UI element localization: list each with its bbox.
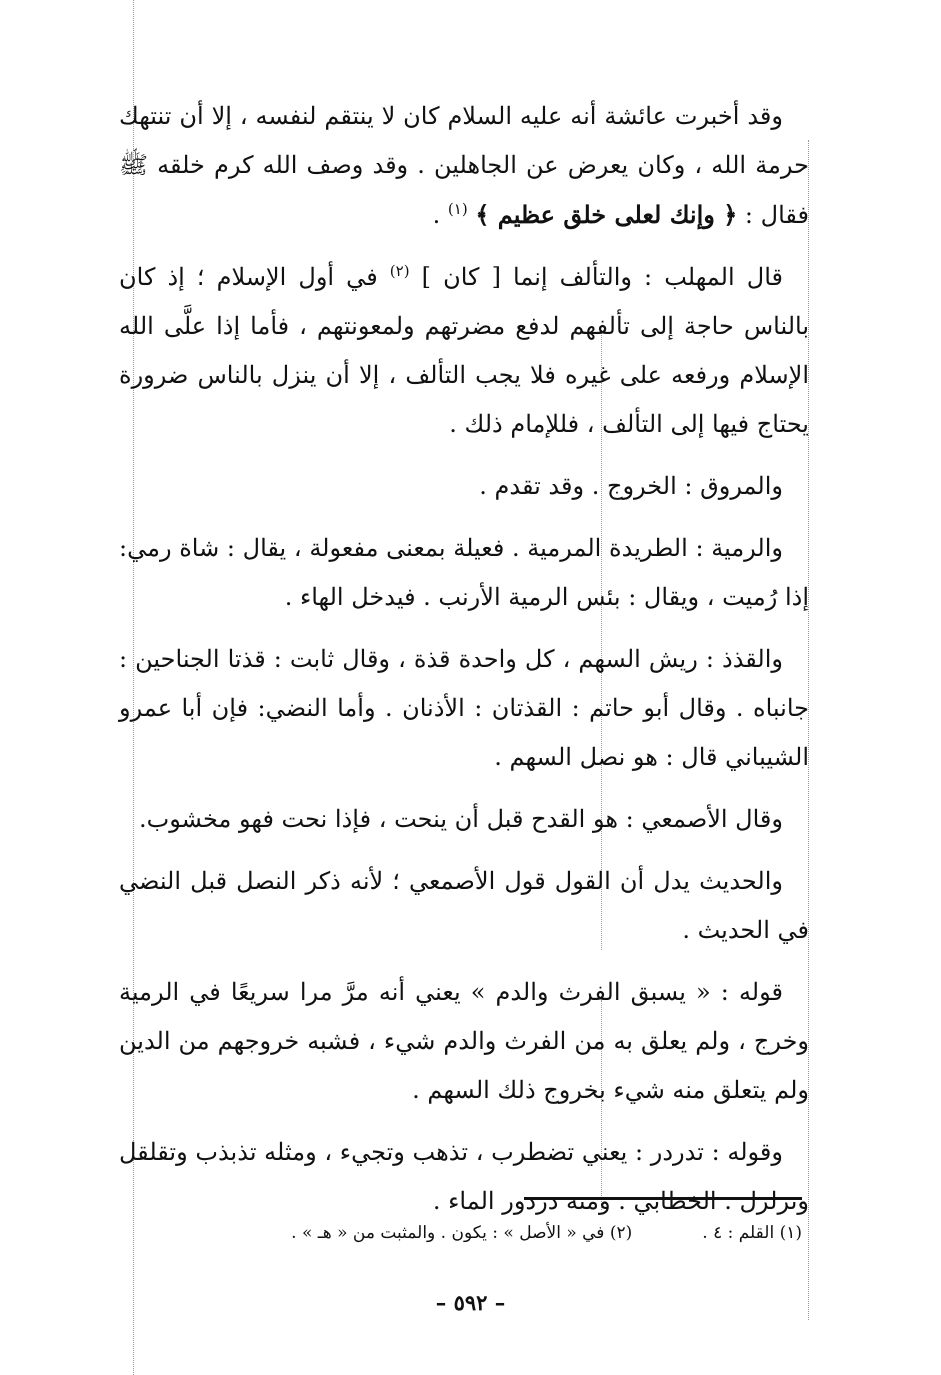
quran-verse: ﴿ وإنك لعلى خلق عظيم ﴾	[475, 200, 738, 229]
footnote-marker-2: (٢)	[389, 262, 410, 280]
footnote-1: (١) القلم : ٤ .	[702, 1223, 802, 1243]
paragraph-2-rest: في أول الإسلام ؛ إذ كان بالناس حاجة إلى تألفهم لدفع مضرتهم ولمعونتهم ، فأما إذا علَّى الله الإسلام ورفعه على غيره فلا يجب التألف ، إلا أن ينزل بالناس ضرورة يحتاج فيها إلى التألف ، فللإمام ذلك .	[119, 263, 809, 438]
paragraph-2-start: قال المهلب : والتألف إنما [ كان ]	[409, 263, 783, 291]
paragraph-8: قوله : « يسبق الفرث والدم » يعني أنه مرَّ مرا سريعًا في الرمية وخرج ، ولم يعلق به من الفرث والدم شيء ، فشبه خروجهم من الدين ولم يتعلق منه شيء بخروج ذلك السهم .	[119, 978, 809, 1104]
paragraph-1-text: وقد أخبرت عائشة أنه عليه السلام كان لا ينتقم لنفسه ، إلا أن تنتهك حرمة الله ، وكان يعرض عن الجاهلين . وقد وصف الله كرم خلقه ﷺ فقال :	[119, 102, 809, 229]
footnote-2: (٢) في « الأصل » : يكون . والمثبت من « هـ » .	[291, 1223, 633, 1243]
footnote-marker-1: (١)	[447, 200, 468, 218]
page-number: – ٥٩٢ –	[435, 1290, 506, 1315]
paragraph-5: والقذذ : ريش السهم ، كل واحدة قذة ، وقال ثابت : قذتا الجناحين : جانباه . وقال أبو حاتم : القذتان : الأذنان . وأما النضي: فإن أبا عمرو الشيباني قال : هو نصل السهم .	[119, 645, 809, 771]
paragraph-4: والرمية : الطريدة المرمية . فعيلة بمعنى مفعولة ، يقال : شاة رمي: إذا رُميت ، ويقال : بئس الرمية الأرنب . فيدخل الهاء .	[119, 534, 809, 611]
footnote-divider	[524, 1197, 802, 1200]
main-text	[119, 92, 809, 1239]
paragraph-2	[119, 253, 809, 449]
paragraph-6: وقال الأصمعي : هو القدح قبل أن ينحت ، فإذا نحت فهو مخشوب.	[138, 805, 783, 833]
paragraph-1	[119, 92, 809, 240]
paragraph-9: وقوله : تدردر : يعني تضطرب ، تذهب وتجيء ، ومثله تذبذب وتقلقل وتزلزل . الخطابي . ومنه دردور الماء .	[119, 1138, 809, 1215]
paragraph-7: والحديث يدل أن القول قول الأصمعي ؛ لأنه ذكر النصل قبل النضي في الحديث .	[119, 867, 809, 944]
paragraph-1-end: .	[432, 201, 448, 229]
footnotes	[112, 1220, 802, 1246]
paragraph-3: والمروق : الخروج . وقد تقدم .	[479, 472, 783, 500]
